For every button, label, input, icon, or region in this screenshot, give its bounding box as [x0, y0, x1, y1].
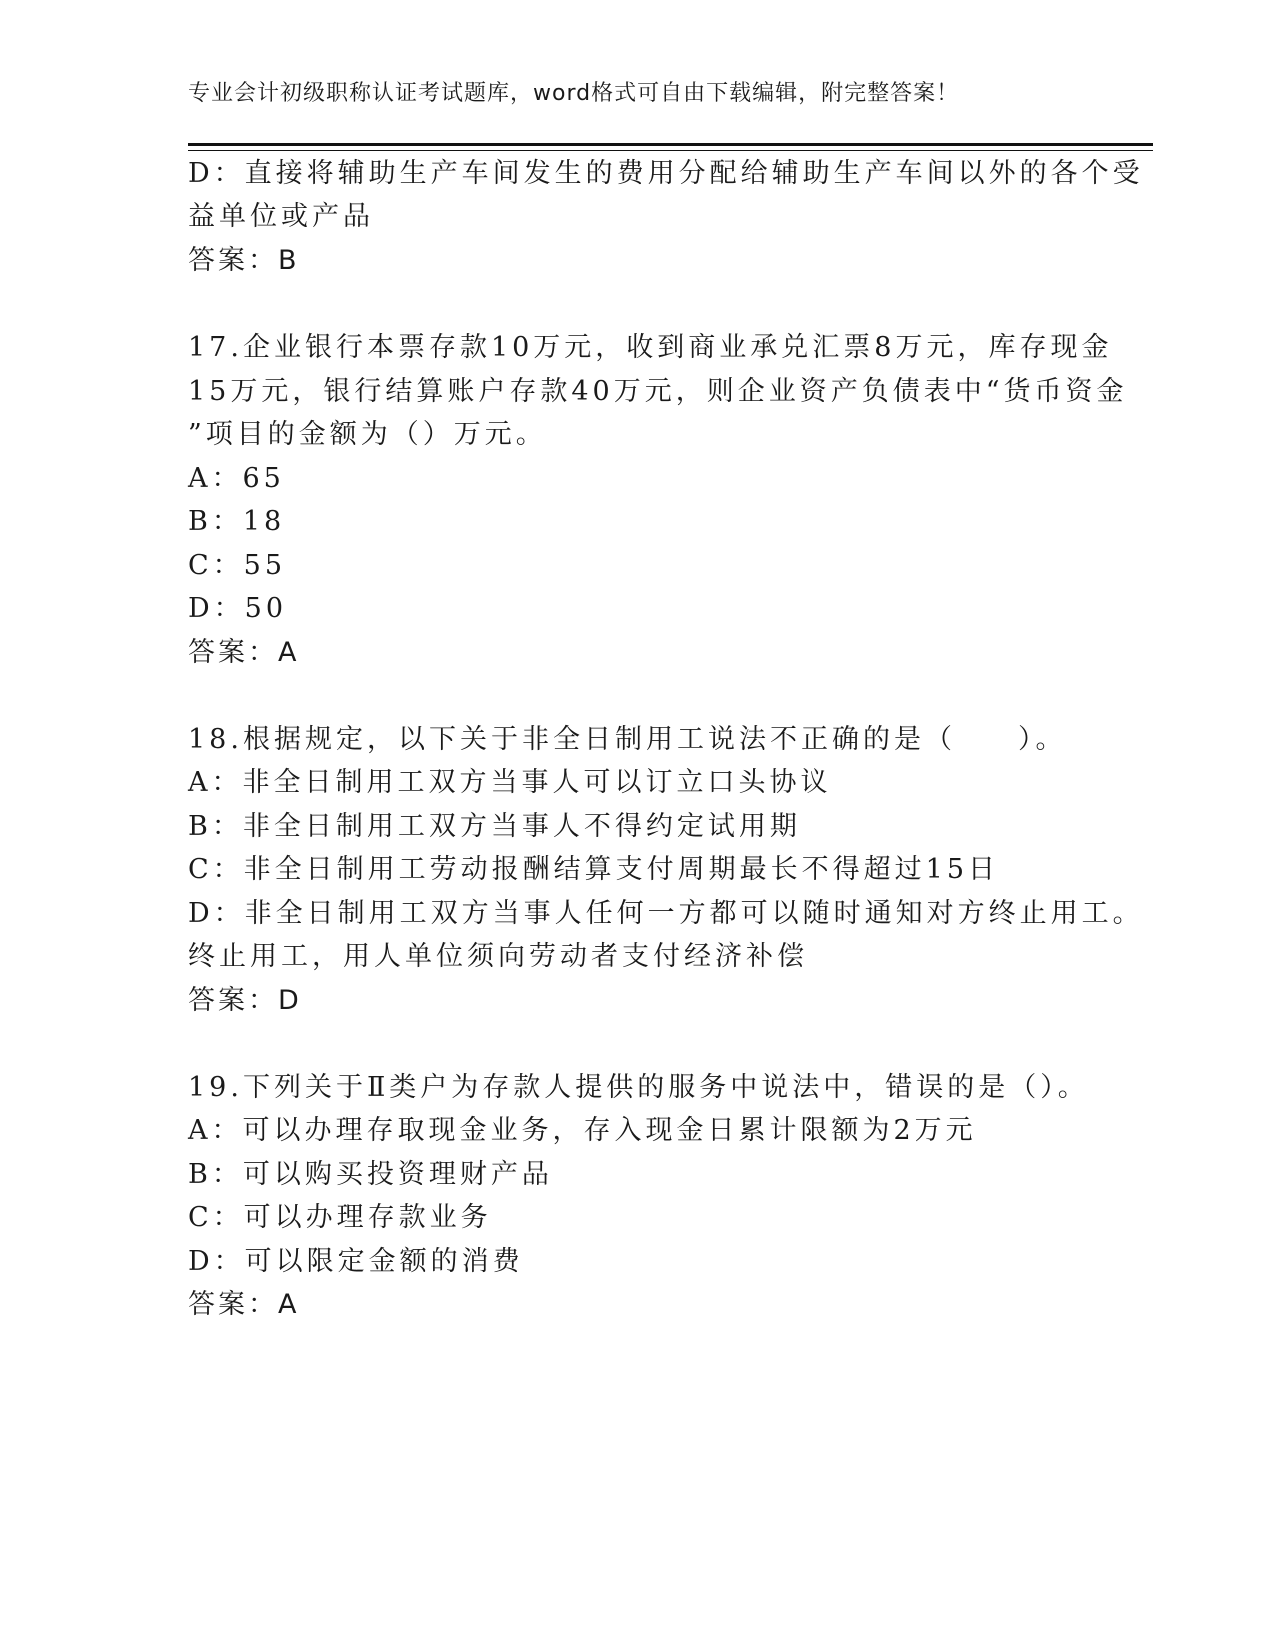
question-19-option-b: B：可以购买投资理财产品	[188, 1159, 553, 1190]
option-d-line-2: 益单位或产品	[188, 201, 374, 232]
question-17-option-d: D：50	[188, 593, 288, 624]
question-17-option-c: C：55	[188, 550, 287, 581]
question-18-option-b: B：非全日制用工双方当事人不得约定试用期	[188, 811, 801, 842]
question-18-option-c: C：非全日制用工劳动报酬结算支付周期最长不得超过15日	[188, 854, 1000, 885]
answer-17: 答案：A	[188, 637, 300, 668]
header-divider-thin	[188, 150, 1153, 151]
page-header: 专业会计初级职称认证考试题库，word格式可自由下载编辑，附完整答案！	[188, 81, 960, 106]
question-18-option-a: A：非全日制用工双方当事人可以订立口头协议	[188, 767, 832, 798]
question-17-line-1: 17.企业银行本票存款10万元，收到商业承兑汇票8万元，库存现金	[188, 332, 1113, 363]
question-17-option-b: B：18	[188, 506, 286, 537]
question-17-line-2: 15万元，银行结算账户存款40万元，则企业资产负债表中“货币资金	[188, 376, 1128, 407]
header-divider-thick	[188, 143, 1153, 146]
question-19-line-1: 19.下列关于Ⅱ类户为存款人提供的服务中说法中，错误的是（）。	[188, 1072, 1089, 1103]
question-17-line-3: ”项目的金额为（）万元。	[188, 419, 547, 450]
question-17-option-a: A：65	[188, 463, 285, 494]
answer-16: 答案：B	[188, 245, 300, 276]
question-19-option-a: A：可以办理存取现金业务，存入现金日累计限额为2万元	[188, 1115, 977, 1146]
question-18-option-d-line-2: 终止用工，用人单位须向劳动者支付经济补偿	[188, 941, 808, 972]
question-18-option-d-line-1: D：非全日制用工双方当事人任何一方都可以随时通知对方终止用工。	[188, 898, 1144, 929]
option-d-line-1: D：直接将辅助生产车间发生的费用分配给辅助生产车间以外的各个受	[188, 158, 1144, 189]
question-18-line-1: 18.根据规定，以下关于非全日制用工说法不正确的是（ ）。	[188, 724, 1067, 755]
question-19-option-c: C：可以办理存款业务	[188, 1202, 492, 1233]
question-19-option-d: D：可以限定金额的消费	[188, 1246, 524, 1277]
answer-19: 答案：A	[188, 1289, 300, 1320]
answer-18: 答案：D	[188, 985, 302, 1016]
